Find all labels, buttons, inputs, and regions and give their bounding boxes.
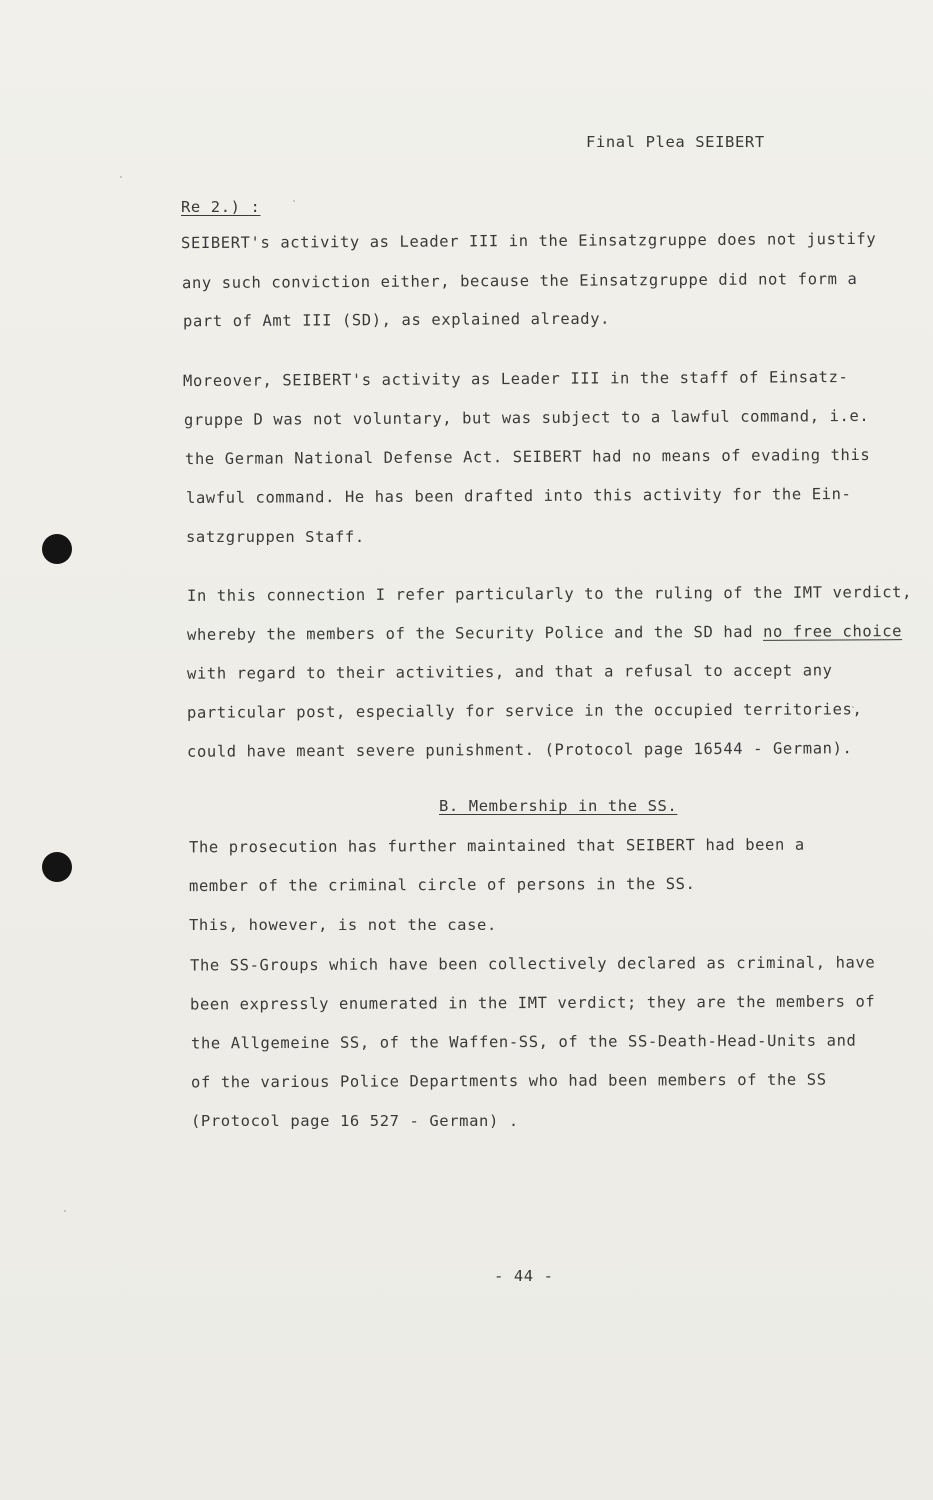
- paragraph-line: of the various Police Departments who had been members of the SS: [190, 1070, 827, 1092]
- paragraph-line: the German National Defense Act. SEIBERT had no means of evading this: [184, 445, 871, 469]
- paragraph-line: Moreover, SEIBERT's activity as Leader III in the staff of Einsatz-: [182, 367, 849, 391]
- paragraph-line: member of the criminal circle of persons in the SS.: [188, 874, 696, 896]
- paragraph-line: gruppe D was not voluntary, but was subject to a lawful command, i.e.: [183, 406, 870, 430]
- paragraph-line: The prosecution has further maintained that SEIBERT had been a: [188, 835, 805, 857]
- paper-speck: [64, 1210, 66, 1212]
- paragraph-line: any such conviction either, because the Einsatzgruppe did not form a: [181, 269, 858, 293]
- paragraph-line: satzgruppen Staff.: [186, 528, 365, 546]
- paragraph-line: with regard to their activities, and that a refusal to accept any: [186, 661, 833, 683]
- paragraph-line: SEIBERT's activity as Leader III in the Einsatzgruppe does not justify: [180, 229, 877, 253]
- paragraph-line: particular post, especially for service in the occupied territories,: [186, 700, 863, 722]
- paragraph-line: (Protocol page 16 527 - German) .: [191, 1112, 519, 1130]
- paper-speck: [293, 200, 295, 202]
- page-number: - 44 -: [494, 1267, 554, 1285]
- paragraph-line: lawful command. He has been drafted into this activity for the Ein-: [185, 484, 852, 508]
- paragraph-line: been expressly enumerated in the IMT verdict; they are the members of: [189, 992, 876, 1014]
- underlined-phrase: no free choice: [762, 622, 903, 641]
- paragraph-line: part of Amt III (SD), as explained already.: [182, 309, 611, 331]
- section-heading-membership: B. Membership in the SS.: [439, 797, 678, 815]
- punch-hole-top: [42, 534, 72, 564]
- paragraph-line: This, however, is not the case.: [189, 916, 497, 934]
- paragraph-line: In this connection I refer particularly to the ruling of the IMT verdict,: [186, 583, 913, 605]
- paragraph-line: [187, 622, 902, 644]
- section-heading-re2: Re 2.) :: [181, 198, 261, 216]
- paper-speck: [120, 176, 122, 178]
- document-title: Final Plea SEIBERT: [586, 133, 765, 151]
- paragraph-line: The SS-Groups which have been collectively declared as criminal, have: [189, 953, 876, 975]
- punch-hole-bottom: [42, 852, 72, 882]
- paragraph-line: could have meant severe punishment. (Protocol page 16544 - German).: [186, 739, 853, 761]
- paragraph-text: whereby the members of the Security Police and the SD had: [186, 622, 764, 644]
- paragraph-line: the Allgemeine SS, of the Waffen-SS, of the SS-Death-Head-Units and: [190, 1031, 857, 1053]
